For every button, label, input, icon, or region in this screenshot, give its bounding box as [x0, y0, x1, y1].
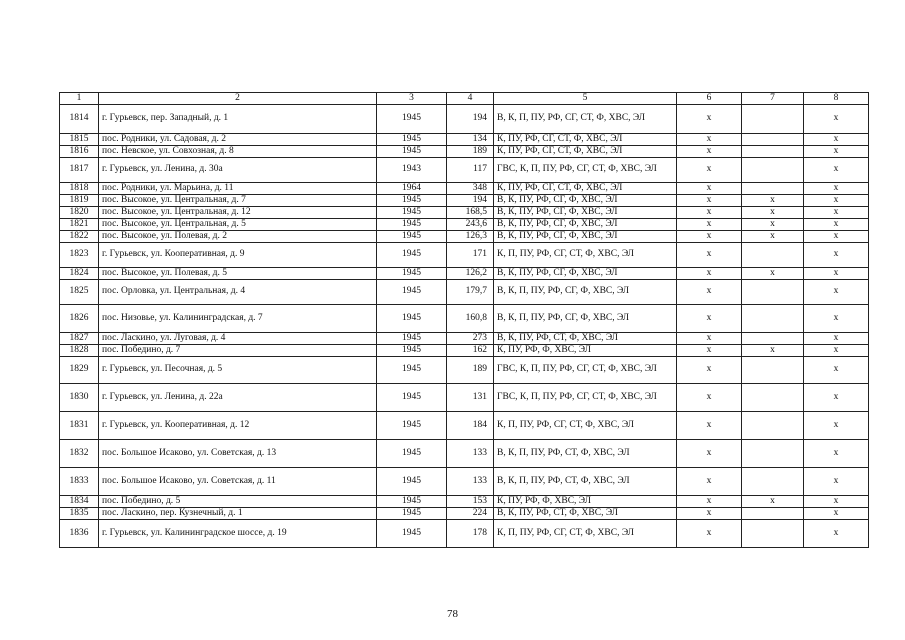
utilities-cell: ГВС, К, П, ПУ, РФ, СГ, СТ, Ф, ХВС, ЭЛ: [494, 357, 677, 384]
row-number: 1825: [60, 280, 99, 305]
area-cell: 168,5: [447, 207, 494, 219]
row-number: 1822: [60, 231, 99, 243]
mark-cell-8: х: [804, 280, 869, 305]
address-cell: пос. Победино, д. 5: [99, 496, 377, 508]
address-cell: пос. Невское, ул. Совхозная, д. 8: [99, 146, 377, 158]
table-row: [60, 520, 869, 548]
table-row: [60, 105, 869, 134]
row-number: 1836: [60, 520, 99, 548]
mark-cell-7: [742, 357, 804, 384]
area-cell: 126,2: [447, 268, 494, 280]
mark-cell-6: х: [677, 357, 742, 384]
utilities-cell: В, К, ПУ, РФ, СГ, Ф, ХВС, ЭЛ: [494, 207, 677, 219]
address-cell: г. Гурьевск, ул. Кооперативная, д. 12: [99, 412, 377, 440]
year-cell: 1945: [377, 207, 447, 219]
utilities-cell: В, К, ПУ, РФ, СГ, Ф, ХВС, ЭЛ: [494, 195, 677, 207]
row-number: 1833: [60, 468, 99, 496]
year-cell: 1945: [377, 146, 447, 158]
year-cell: 1945: [377, 333, 447, 345]
year-cell: 1945: [377, 219, 447, 231]
mark-cell-8: х: [804, 146, 869, 158]
utilities-cell: ГВС, К, П, ПУ, РФ, СГ, СТ, Ф, ХВС, ЭЛ: [494, 384, 677, 412]
mark-cell-7: [742, 105, 804, 134]
table-row: [60, 268, 869, 280]
mark-cell-6: х: [677, 520, 742, 548]
mark-cell-6: х: [677, 134, 742, 146]
mark-cell-7: [742, 384, 804, 412]
mark-cell-6: х: [677, 412, 742, 440]
address-cell: пос. Ласкино, пер. Кузнечный, д. 1: [99, 508, 377, 520]
table-row: [60, 345, 869, 357]
column-header: 4: [447, 93, 494, 105]
utilities-cell: В, К, П, ПУ, РФ, СТ, Ф, ХВС, ЭЛ: [494, 440, 677, 468]
year-cell: 1945: [377, 105, 447, 134]
year-cell: 1945: [377, 345, 447, 357]
table-row: [60, 496, 869, 508]
utilities-cell: К, ПУ, РФ, Ф, ХВС, ЭЛ: [494, 345, 677, 357]
utilities-cell: В, К, ПУ, РФ, СТ, Ф, ХВС, ЭЛ: [494, 333, 677, 345]
row-number: 1830: [60, 384, 99, 412]
utilities-cell: В, К, П, ПУ, РФ, СГ, Ф, ХВС, ЭЛ: [494, 305, 677, 333]
mark-cell-7: [742, 440, 804, 468]
address-cell: пос. Высокое, ул. Центральная, д. 7: [99, 195, 377, 207]
year-cell: 1945: [377, 268, 447, 280]
area-cell: 131: [447, 384, 494, 412]
address-cell: пос. Высокое, ул. Центральная, д. 12: [99, 207, 377, 219]
area-cell: 171: [447, 243, 494, 268]
table-row: [60, 305, 869, 333]
mark-cell-7: [742, 333, 804, 345]
mark-cell-7: х: [742, 345, 804, 357]
year-cell: 1945: [377, 280, 447, 305]
mark-cell-8: х: [804, 231, 869, 243]
utilities-cell: В, К, П, ПУ, РФ, СТ, Ф, ХВС, ЭЛ: [494, 468, 677, 496]
mark-cell-6: х: [677, 440, 742, 468]
row-number: 1817: [60, 158, 99, 183]
address-cell: пос. Родники, ул. Садовая, д. 2: [99, 134, 377, 146]
area-cell: 194: [447, 195, 494, 207]
address-cell: г. Гурьевск, ул. Кооперативная, д. 9: [99, 243, 377, 268]
column-header: 1: [60, 93, 99, 105]
table-row: [60, 134, 869, 146]
mark-cell-8: х: [804, 268, 869, 280]
mark-cell-7: [742, 468, 804, 496]
mark-cell-7: х: [742, 207, 804, 219]
row-number: 1824: [60, 268, 99, 280]
row-number: 1828: [60, 345, 99, 357]
mark-cell-6: х: [677, 508, 742, 520]
mark-cell-8: х: [804, 440, 869, 468]
mark-cell-7: х: [742, 268, 804, 280]
address-cell: г. Гурьевск, ул. Ленина, д. 30а: [99, 158, 377, 183]
mark-cell-6: х: [677, 384, 742, 412]
mark-cell-8: х: [804, 508, 869, 520]
row-number: 1819: [60, 195, 99, 207]
mark-cell-8: х: [804, 412, 869, 440]
year-cell: 1945: [377, 384, 447, 412]
utilities-cell: ГВС, К, П, ПУ, РФ, СГ, СТ, Ф, ХВС, ЭЛ: [494, 158, 677, 183]
year-cell: 1945: [377, 520, 447, 548]
utilities-cell: В, К, ПУ, РФ, СГ, Ф, ХВС, ЭЛ: [494, 231, 677, 243]
mark-cell-7: [742, 412, 804, 440]
mark-cell-8: х: [804, 520, 869, 548]
row-number: 1831: [60, 412, 99, 440]
table-row: [60, 412, 869, 440]
mark-cell-8: х: [804, 305, 869, 333]
mark-cell-7: [742, 243, 804, 268]
mark-cell-7: [742, 134, 804, 146]
year-cell: 1945: [377, 134, 447, 146]
utilities-cell: В, К, П, ПУ, РФ, СГ, СТ, Ф, ХВС, ЭЛ: [494, 105, 677, 134]
utilities-cell: В, К, ПУ, РФ, СГ, Ф, ХВС, ЭЛ: [494, 268, 677, 280]
mark-cell-8: х: [804, 384, 869, 412]
mark-cell-6: х: [677, 345, 742, 357]
table-row: [60, 146, 869, 158]
address-cell: пос. Победино, д. 7: [99, 345, 377, 357]
table-row: [60, 384, 869, 412]
table-row: [60, 468, 869, 496]
mark-cell-6: х: [677, 158, 742, 183]
column-header: 6: [677, 93, 742, 105]
row-number: 1820: [60, 207, 99, 219]
utilities-cell: В, К, П, ПУ, РФ, СГ, Ф, ХВС, ЭЛ: [494, 280, 677, 305]
area-cell: 194: [447, 105, 494, 134]
column-header: 7: [742, 93, 804, 105]
mark-cell-7: [742, 305, 804, 333]
table-row: [60, 195, 869, 207]
mark-cell-7: х: [742, 496, 804, 508]
mark-cell-8: х: [804, 357, 869, 384]
table-row: [60, 357, 869, 384]
area-cell: 189: [447, 146, 494, 158]
utilities-cell: К, П, ПУ, РФ, СГ, СТ, Ф, ХВС, ЭЛ: [494, 520, 677, 548]
row-number: 1834: [60, 496, 99, 508]
address-cell: пос. Ласкино, ул. Луговая, д. 4: [99, 333, 377, 345]
area-cell: 189: [447, 357, 494, 384]
year-cell: 1945: [377, 357, 447, 384]
mark-cell-6: х: [677, 280, 742, 305]
area-cell: 133: [447, 468, 494, 496]
column-header: 5: [494, 93, 677, 105]
address-cell: пос. Орловка, ул. Центральная, д. 4: [99, 280, 377, 305]
year-cell: 1964: [377, 183, 447, 195]
year-cell: 1945: [377, 508, 447, 520]
housing-table: [59, 92, 869, 548]
page-number: 78: [447, 608, 458, 620]
row-number: 1816: [60, 146, 99, 158]
area-cell: 134: [447, 134, 494, 146]
utilities-cell: В, К, ПУ, РФ, СТ, Ф, ХВС, ЭЛ: [494, 508, 677, 520]
area-cell: 348: [447, 183, 494, 195]
table-row: [60, 231, 869, 243]
mark-cell-6: х: [677, 496, 742, 508]
row-number: 1818: [60, 183, 99, 195]
table-row: [60, 440, 869, 468]
address-cell: г. Гурьевск, ул. Песочная, д. 5: [99, 357, 377, 384]
header-row: [60, 93, 869, 105]
mark-cell-8: х: [804, 207, 869, 219]
mark-cell-6: х: [677, 183, 742, 195]
utilities-cell: К, ПУ, РФ, СГ, СТ, Ф, ХВС, ЭЛ: [494, 134, 677, 146]
table-row: [60, 280, 869, 305]
address-cell: г. Гурьевск, ул. Калининградское шоссе, д. 19: [99, 520, 377, 548]
area-cell: 133: [447, 440, 494, 468]
row-number: 1835: [60, 508, 99, 520]
year-cell: 1945: [377, 468, 447, 496]
mark-cell-6: х: [677, 333, 742, 345]
year-cell: 1945: [377, 243, 447, 268]
address-cell: пос. Большое Исаково, ул. Советская, д. 13: [99, 440, 377, 468]
mark-cell-8: х: [804, 243, 869, 268]
mark-cell-8: х: [804, 345, 869, 357]
mark-cell-8: х: [804, 183, 869, 195]
mark-cell-6: х: [677, 195, 742, 207]
table-row: [60, 333, 869, 345]
row-number: 1823: [60, 243, 99, 268]
address-cell: г. Гурьевск, ул. Ленина, д. 22а: [99, 384, 377, 412]
year-cell: 1945: [377, 440, 447, 468]
mark-cell-8: х: [804, 195, 869, 207]
column-header: 8: [804, 93, 869, 105]
row-number: 1814: [60, 105, 99, 134]
mark-cell-6: х: [677, 468, 742, 496]
mark-cell-8: х: [804, 468, 869, 496]
year-cell: 1943: [377, 158, 447, 183]
utilities-cell: В, К, ПУ, РФ, СГ, Ф, ХВС, ЭЛ: [494, 219, 677, 231]
row-number: 1829: [60, 357, 99, 384]
year-cell: 1945: [377, 231, 447, 243]
mark-cell-7: [742, 280, 804, 305]
year-cell: 1945: [377, 412, 447, 440]
mark-cell-6: х: [677, 105, 742, 134]
mark-cell-6: х: [677, 207, 742, 219]
address-cell: пос. Низовье, ул. Калининградская, д. 7: [99, 305, 377, 333]
mark-cell-8: х: [804, 333, 869, 345]
column-header: 3: [377, 93, 447, 105]
row-number: 1815: [60, 134, 99, 146]
mark-cell-7: х: [742, 219, 804, 231]
area-cell: 184: [447, 412, 494, 440]
mark-cell-8: х: [804, 158, 869, 183]
mark-cell-7: х: [742, 231, 804, 243]
mark-cell-6: х: [677, 305, 742, 333]
table-row: [60, 219, 869, 231]
mark-cell-8: х: [804, 219, 869, 231]
area-cell: 126,3: [447, 231, 494, 243]
area-cell: 224: [447, 508, 494, 520]
utilities-cell: К, ПУ, РФ, СГ, СТ, Ф, ХВС, ЭЛ: [494, 146, 677, 158]
area-cell: 178: [447, 520, 494, 548]
mark-cell-6: х: [677, 219, 742, 231]
mark-cell-8: х: [804, 134, 869, 146]
mark-cell-7: [742, 508, 804, 520]
area-cell: 117: [447, 158, 494, 183]
area-cell: 153: [447, 496, 494, 508]
utilities-cell: К, П, ПУ, РФ, СГ, СТ, Ф, ХВС, ЭЛ: [494, 412, 677, 440]
table-row: [60, 183, 869, 195]
row-number: 1826: [60, 305, 99, 333]
mark-cell-6: х: [677, 243, 742, 268]
utilities-cell: К, ПУ, РФ, Ф, ХВС, ЭЛ: [494, 496, 677, 508]
area-cell: 162: [447, 345, 494, 357]
year-cell: 1945: [377, 496, 447, 508]
mark-cell-8: х: [804, 105, 869, 134]
area-cell: 273: [447, 333, 494, 345]
table-row: [60, 508, 869, 520]
row-number: 1821: [60, 219, 99, 231]
year-cell: 1945: [377, 195, 447, 207]
mark-cell-7: [742, 158, 804, 183]
mark-cell-8: х: [804, 496, 869, 508]
address-cell: пос. Родники, ул. Марьина, д. 11: [99, 183, 377, 195]
mark-cell-6: х: [677, 146, 742, 158]
address-cell: пос. Высокое, ул. Центральная, д. 5: [99, 219, 377, 231]
utilities-cell: К, П, ПУ, РФ, СГ, СТ, Ф, ХВС, ЭЛ: [494, 243, 677, 268]
area-cell: 179,7: [447, 280, 494, 305]
row-number: 1832: [60, 440, 99, 468]
year-cell: 1945: [377, 305, 447, 333]
address-cell: г. Гурьевск, пер. Западный, д. 1: [99, 105, 377, 134]
table-row: [60, 207, 869, 219]
address-cell: пос. Высокое, ул. Полевая, д. 5: [99, 268, 377, 280]
table-row: [60, 158, 869, 183]
mark-cell-7: [742, 146, 804, 158]
area-cell: 243,6: [447, 219, 494, 231]
utilities-cell: К, ПУ, РФ, СГ, СТ, Ф, ХВС, ЭЛ: [494, 183, 677, 195]
mark-cell-7: [742, 520, 804, 548]
mark-cell-7: [742, 183, 804, 195]
mark-cell-6: х: [677, 268, 742, 280]
mark-cell-7: х: [742, 195, 804, 207]
address-cell: пос. Высокое, ул. Полевая, д. 2: [99, 231, 377, 243]
table-row: [60, 243, 869, 268]
row-number: 1827: [60, 333, 99, 345]
area-cell: 160,8: [447, 305, 494, 333]
address-cell: пос. Большое Исаково, ул. Советская, д. 11: [99, 468, 377, 496]
column-header: 2: [99, 93, 377, 105]
mark-cell-6: х: [677, 231, 742, 243]
